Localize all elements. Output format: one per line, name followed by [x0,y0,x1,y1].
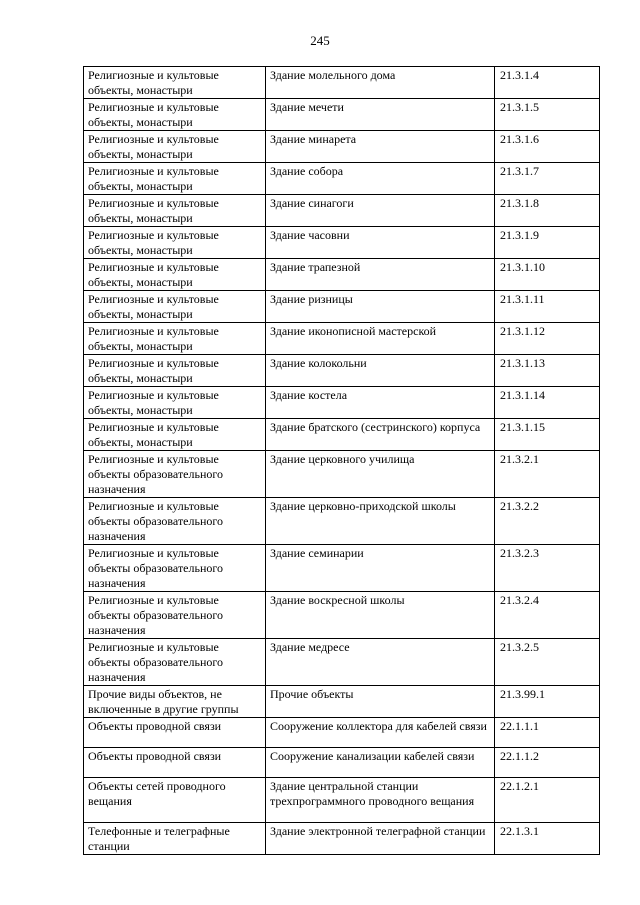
object-type-cell: Религиозные и культовые объекты, монастыри [84,291,266,323]
object-code-cell: 21.3.2.2 [495,498,600,545]
object-type-cell: Религиозные и культовые объекты образовательного назначения [84,451,266,498]
table-row [84,195,600,227]
object-code-cell: 21.3.1.6 [495,131,600,163]
object-name-cell: Здание ризницы [266,291,495,323]
table-row [84,451,600,498]
object-type-cell: Объекты проводной связи [84,748,266,778]
object-type-cell: Религиозные и культовые объекты, монастыри [84,259,266,291]
table-row [84,291,600,323]
object-code-cell: 22.1.1.1 [495,718,600,748]
table-row [84,163,600,195]
object-type-cell: Объекты сетей проводного вещания [84,778,266,823]
table-row [84,259,600,291]
page-number: 245 [310,33,330,48]
object-name-cell: Здание центральной станции трехпрограммного проводного вещания [266,778,495,823]
object-name-cell: Здание медресе [266,639,495,686]
object-name-cell: Прочие объекты [266,686,495,718]
table-row [84,778,600,823]
object-name-cell: Здание семинарии [266,545,495,592]
table-row [84,639,600,686]
object-code-cell: 21.3.1.15 [495,419,600,451]
object-name-cell: Здание церковного училища [266,451,495,498]
object-code-cell: 21.3.1.5 [495,99,600,131]
object-type-cell: Прочие виды объектов, не включенные в другие группы [84,686,266,718]
registry-table [83,66,600,855]
object-name-cell: Здание иконописной мастерской [266,323,495,355]
table-row [84,748,600,778]
table-row [84,718,600,748]
object-code-cell: 21.3.1.7 [495,163,600,195]
object-type-cell: Религиозные и культовые объекты образовательного назначения [84,592,266,639]
object-code-cell: 22.1.1.2 [495,748,600,778]
object-code-cell: 21.3.2.1 [495,451,600,498]
object-name-cell: Здание колокольни [266,355,495,387]
object-code-cell: 21.3.2.3 [495,545,600,592]
object-code-cell: 21.3.1.12 [495,323,600,355]
table-row [84,387,600,419]
object-type-cell: Религиозные и культовые объекты, монастыри [84,387,266,419]
object-name-cell: Здание воскресной школы [266,592,495,639]
table-row [84,99,600,131]
object-type-cell: Религиозные и культовые объекты, монастыри [84,131,266,163]
object-type-cell: Объекты проводной связи [84,718,266,748]
table-row [84,592,600,639]
object-code-cell: 22.1.3.1 [495,823,600,855]
table-row [84,323,600,355]
object-code-cell: 21.3.1.11 [495,291,600,323]
object-code-cell: 21.3.1.10 [495,259,600,291]
object-type-cell: Религиозные и культовые объекты, монастыри [84,163,266,195]
object-code-cell: 21.3.1.4 [495,67,600,99]
object-name-cell: Здание электронной телеграфной станции [266,823,495,855]
table-row [84,686,600,718]
object-name-cell: Здание церковно-приходской школы [266,498,495,545]
object-type-cell: Религиозные и культовые объекты образовательного назначения [84,498,266,545]
object-code-cell: 21.3.1.14 [495,387,600,419]
object-code-cell: 21.3.99.1 [495,686,600,718]
table-row [84,67,600,99]
table-row [84,419,600,451]
object-name-cell: Сооружение канализации кабелей связи [266,748,495,778]
registry-table-body [84,67,600,855]
object-name-cell: Здание костела [266,387,495,419]
object-code-cell: 21.3.1.9 [495,227,600,259]
object-type-cell: Телефонные и телеграфные станции [84,823,266,855]
object-name-cell: Здание мечети [266,99,495,131]
object-name-cell: Здание синагоги [266,195,495,227]
object-type-cell: Религиозные и культовые объекты, монастыри [84,419,266,451]
object-type-cell: Религиозные и культовые объекты, монастыри [84,355,266,387]
object-name-cell: Здание собора [266,163,495,195]
table-row [84,355,600,387]
object-name-cell: Здание трапезной [266,259,495,291]
object-type-cell: Религиозные и культовые объекты, монастыри [84,195,266,227]
object-code-cell: 21.3.1.8 [495,195,600,227]
table-row [84,545,600,592]
object-code-cell: 21.3.2.5 [495,639,600,686]
object-code-cell: 22.1.2.1 [495,778,600,823]
table-row [84,131,600,163]
object-type-cell: Религиозные и культовые объекты, монастыри [84,99,266,131]
object-name-cell: Сооружение коллектора для кабелей связи [266,718,495,748]
object-code-cell: 21.3.2.4 [495,592,600,639]
object-name-cell: Здание братского (сестринского) корпуса [266,419,495,451]
object-type-cell: Религиозные и культовые объекты образовательного назначения [84,545,266,592]
object-type-cell: Религиозные и культовые объекты, монастыри [84,323,266,355]
table-row [84,227,600,259]
object-name-cell: Здание молельного дома [266,67,495,99]
table-row [84,498,600,545]
object-type-cell: Религиозные и культовые объекты образовательного назначения [84,639,266,686]
table-row [84,823,600,855]
object-name-cell: Здание минарета [266,131,495,163]
object-name-cell: Здание часовни [266,227,495,259]
object-type-cell: Религиозные и культовые объекты, монастыри [84,227,266,259]
object-type-cell: Религиозные и культовые объекты, монастыри [84,67,266,99]
object-code-cell: 21.3.1.13 [495,355,600,387]
